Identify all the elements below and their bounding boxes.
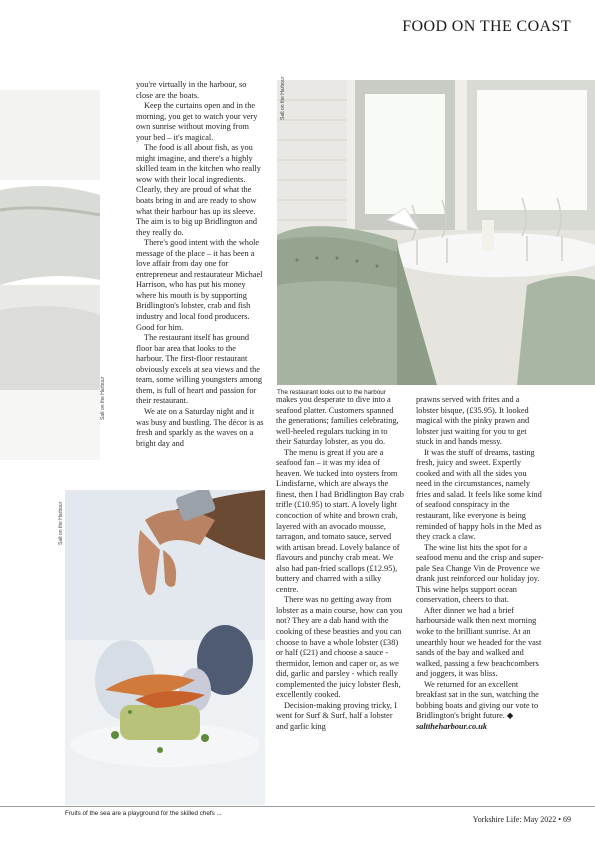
article-paragraph: The food is all about fish, as you might imagine, and there's a highly skilled team in the kitchen who really wow with their local ingredients. Clearly, they are proud of what the boats bring in and are ready to show what their harbour has up its sleeve. The aim is to big up Bridlington and they really do. [136, 143, 261, 237]
article-paragraph: It was the stuff of dreams, tasting fresh, juicy and sweet. Expertly cooked and with all the sides you need in the circumstances, namely fries and salad. It feels like some kind of seafood conspiracy in the restaurant, like everyone is being reminded of happy hols in the Med as they crack a claw. [416, 447, 542, 542]
article-paragraph: There's good intent with the whole message of the place – it has been a love affair from day one for entrepreneur and restaurateur Michael Harrison, who has put his money where his mouth is by supporting Bridlington's lobster, crab and fish industry and local food producers. Good for him. [136, 238, 263, 332]
food-photo-credit: Salt on the Harbour [58, 501, 64, 545]
section-title: FOOD ON THE COAST [402, 18, 571, 35]
article-paragraph: The wine list hits the spot for a seafood menu and the crisp and super-pale Sea Change Vin de Provence we drank just reinforced our holiday joy. This wine helps support ocean conservation, cheers to that. [416, 542, 544, 605]
restaurant-photo [277, 80, 595, 385]
article-paragraph: We returned for an excellent breakfast sat in the sun, watching the bobbing boats and giving our vote to Bridlington's bright future. ◆ [416, 679, 539, 721]
page-footer: Yorkshire Life: May 2022 • 69 [472, 815, 571, 824]
left-chair-photo [0, 60, 100, 460]
article-paragraph: After dinner we had a brief harbourside walk then next morning woke to the brilliant sunrise. At an unearthly hour we headed for the vast sands of the bay and walked and walked, passing a few beachcombers and joggers, it was bliss. [416, 605, 542, 679]
article-paragraph: makes you desperate to dive into a seafood platter. Customers spanned the generations; families celebrating, well-heeled regulars tucking in to their Saturday lobster, as you do. [276, 395, 399, 447]
article-column-3 [416, 390, 544, 733]
restaurant-caption: The restaurant looks out to the harbour [277, 389, 386, 396]
top-photo-credit: Salt on the Harbour [280, 76, 286, 120]
article-paragraph: There was no getting away from lobster as a main course, how can you not? They are a dab hand with the cooking of these beasties and you can choose to have a whole lobster (£38) or half (£21) and choose a sauce - thermidor, lemon and caper or, as we did, garlic and parsley - which really complemented the juicy lobster flesh, excellently cooked. [276, 595, 403, 700]
article-paragraph: We ate on a Saturday night and it was busy and bustling. The décor is as fresh and sparkly as the waves on a bright day and [136, 406, 264, 448]
left-photo-credit: Salt on the Harbour [100, 376, 106, 420]
footer-rule [0, 806, 595, 807]
article-paragraph: The restaurant itself has ground floor bar area that looks to the harbour. The first-floor restaurant obviously excels at sea views and the team, some willing youngsters among them, is full of heart and passion for their restaurant. [136, 333, 263, 406]
article-paragraph: Decision-making proving tricky, I went for Surf & Surf, half a lobster and garlic king [276, 700, 397, 731]
article-paragraph: Keep the curtains open and in the morning, you get to watch your very own sunrise without moving from your bed – it's magical. [136, 101, 258, 142]
food-photo [65, 490, 265, 805]
article-column-2 [276, 390, 404, 733]
article-column-1 [136, 80, 264, 449]
article-paragraph: you're virtually in the harbour, so close are the boats. [136, 80, 247, 100]
article-paragraph: The menu is great if you are a seafood fan – it was my idea of heaven. We tucked into oysters from Lindisfarne, which are always the finest, then I had Bridlington Bay crab trifle (£10.95) to start. A lovely light concoction of white and brown crab, layered with an avocado mousse, tarragon, and tomato sauce, served with artisan bread. Lovely balance of flavours and punchy crab meat. We also had pan-fried scallops (£12.95), buttery and charred with a silky centre. [276, 447, 404, 594]
food-caption: Fruits of the sea are a playground for the skilled chefs ... [65, 810, 222, 817]
website-link[interactable]: salttheharbour.co.uk [416, 721, 488, 731]
article-paragraph: prawns served with frites and a lobster bisque, (£35.95). It looked magical with the pinky prawn and lobster just waiting for you to get stuck in and hands messy. [416, 395, 530, 447]
